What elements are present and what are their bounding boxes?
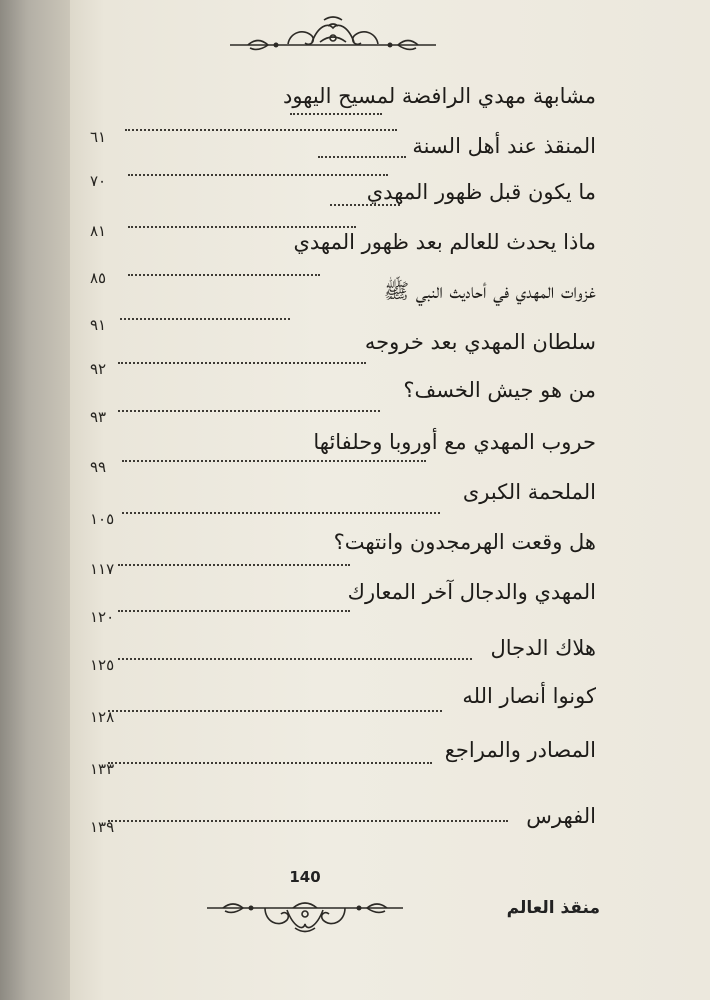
toc-page-number: ٩٩ xyxy=(90,458,107,476)
dot-leader xyxy=(118,564,350,566)
toc-entry xyxy=(0,84,710,134)
page-folio-number: 140 xyxy=(289,868,321,886)
dot-leader xyxy=(108,820,508,822)
toc-entry xyxy=(0,316,710,380)
toc-entry-title: كونوا أنصار الله xyxy=(462,684,596,708)
toc-entry-title: ما يكون قبل ظهور المهدي xyxy=(366,180,596,204)
toc-entry-title: المصادر والمراجع xyxy=(444,738,596,762)
toc-entry xyxy=(0,530,710,580)
toc-entry xyxy=(0,804,710,854)
toc-page-number: ١٣٩ xyxy=(90,818,115,836)
toc-page-number: ١٢٠ xyxy=(90,608,115,626)
dot-leader xyxy=(118,610,350,612)
toc-entry xyxy=(0,636,710,686)
toc-entry-title: من هو جيش الخسف؟ xyxy=(403,378,596,402)
toc-entry-title: هلاك الدجال xyxy=(490,636,596,660)
toc-page-number: ٩٣ xyxy=(90,408,107,426)
dot-leader xyxy=(118,658,472,660)
toc-page-number: ١٢٥ xyxy=(90,656,115,674)
dot-leader xyxy=(122,460,426,462)
toc-page-number: ٩١ xyxy=(90,316,107,334)
dot-leader xyxy=(118,410,380,412)
dot-leader xyxy=(128,274,320,276)
toc-entry xyxy=(0,684,710,734)
dot-leader xyxy=(318,156,406,158)
toc-entry-title: هل وقعت الهرمجدون وانتهت؟ xyxy=(333,530,596,554)
toc-page-number: ٧٠ xyxy=(90,172,107,190)
toc-page-number: ١٣٣ xyxy=(90,760,115,778)
dot-leader xyxy=(125,129,397,131)
toc-entry xyxy=(0,430,710,480)
dot-leader xyxy=(108,710,442,712)
toc-page-number: ١٢٨ xyxy=(90,708,115,726)
toc-page-number: ٨٥ xyxy=(90,269,107,287)
dot-leader xyxy=(128,174,388,176)
toc-page-number: ١٠٥ xyxy=(90,510,115,528)
toc-entry-title: الملحمة الكبرى xyxy=(462,480,596,504)
bottom-ornament-icon xyxy=(205,888,405,936)
toc-entry-title: المنقذ عند أهل السنة xyxy=(412,134,596,158)
toc-entry-title: الفهرس xyxy=(526,804,596,828)
toc-page-number: ٨١ xyxy=(90,222,107,240)
dot-leader xyxy=(122,512,440,514)
running-book-title: منقذ العالم xyxy=(506,898,600,918)
dot-leader xyxy=(108,762,432,764)
toc-entry xyxy=(0,480,710,530)
toc-entry-title: المهدي والدجال آخر المعارك xyxy=(347,580,596,604)
toc-page-number: ١١٧ xyxy=(90,560,115,578)
toc-page-number: ٩٢ xyxy=(90,360,107,378)
toc-entry-title: سلطان المهدي بعد خروجه xyxy=(364,330,596,354)
toc-entry xyxy=(0,378,710,428)
toc-page-number: ٦١ xyxy=(90,128,107,146)
dot-leader xyxy=(290,113,382,115)
toc-entry-title: مشابهة مهدي الرافضة لمسيح اليهود xyxy=(282,84,596,108)
dot-leader xyxy=(330,204,400,206)
toc-entry-title: حروب المهدي مع أوروبا وحلفائها xyxy=(313,430,596,454)
dot-leader xyxy=(120,318,290,320)
dot-leader xyxy=(128,226,356,228)
toc-entry-title: غزوات المهدي في أحاديث النبي ﷺ xyxy=(383,279,596,303)
toc-entry xyxy=(0,580,710,630)
dot-leader xyxy=(118,362,366,364)
toc-entry-title: ماذا يحدث للعالم بعد ظهور المهدي xyxy=(293,230,596,254)
toc-entry xyxy=(0,738,710,788)
